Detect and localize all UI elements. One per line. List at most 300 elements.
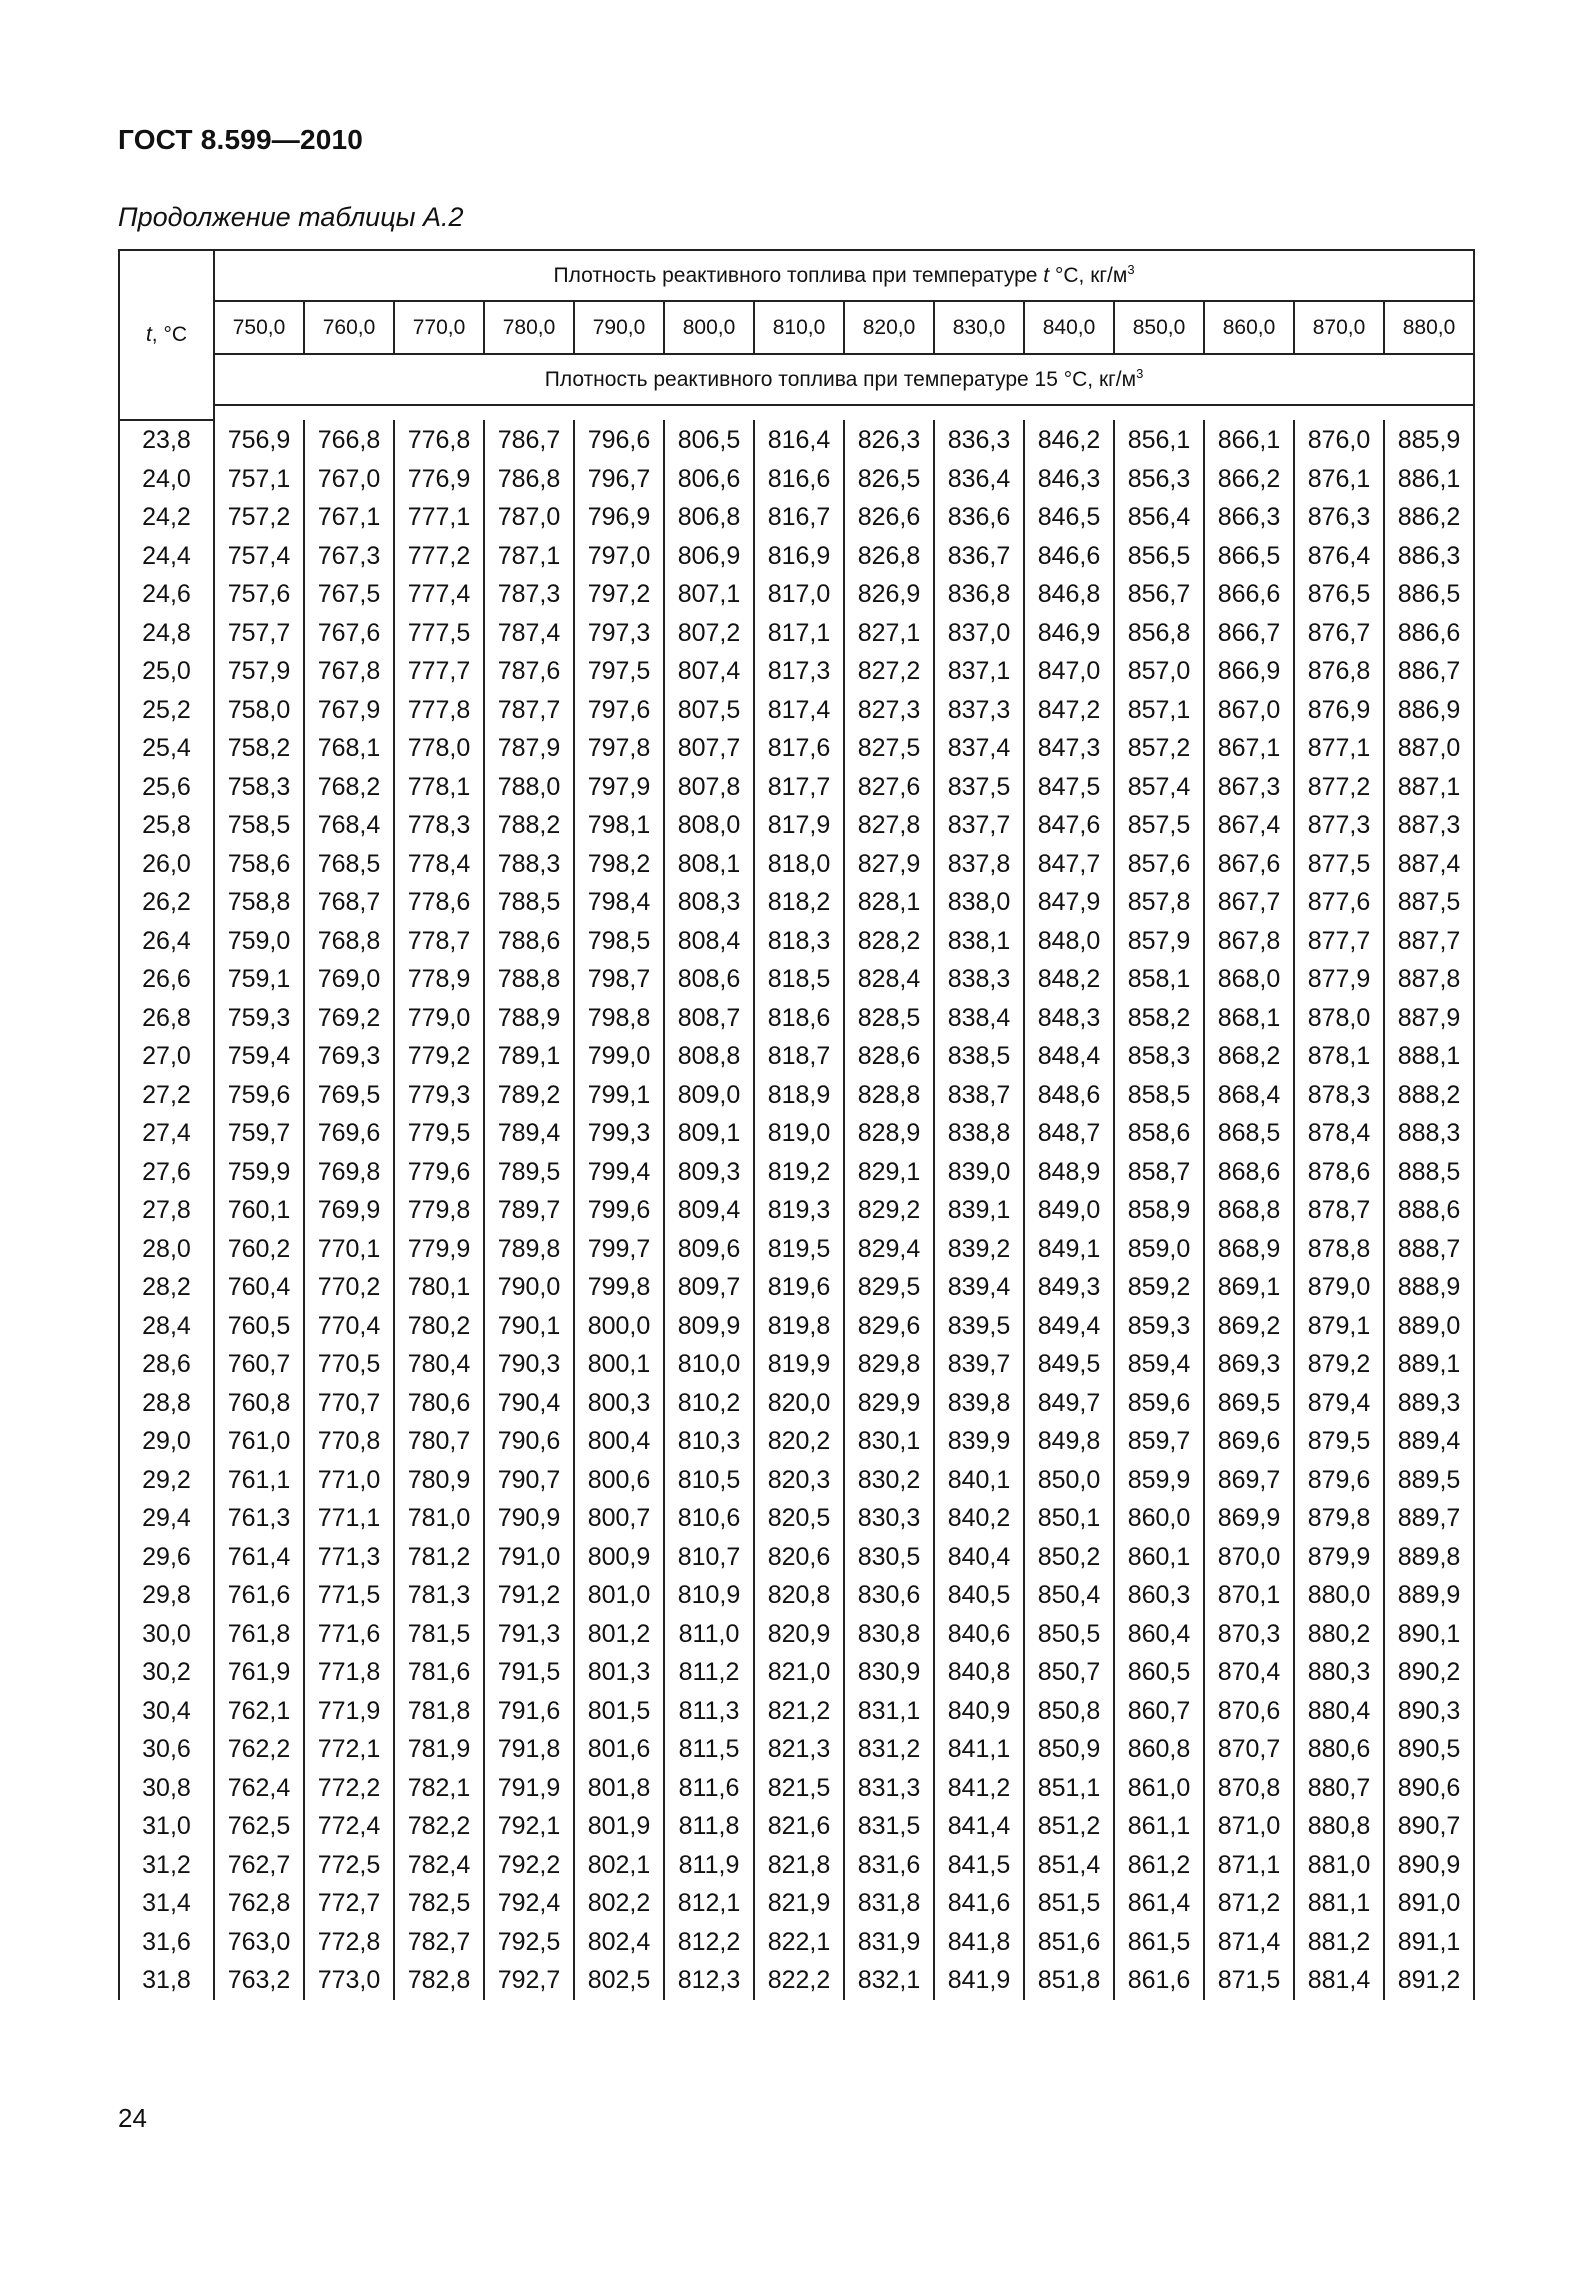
table-row [119, 498, 1474, 537]
density-cell: 761,8 [214, 1615, 304, 1654]
temperature-column-header: t, °С [119, 250, 214, 420]
density-cell: 827,1 [844, 614, 934, 653]
density-cell: 788,8 [484, 960, 574, 999]
density-cell: 821,6 [754, 1807, 844, 1846]
density-cell: 769,0 [304, 960, 394, 999]
density-cell: 879,9 [1294, 1538, 1384, 1577]
temperature-cell: 31,0 [119, 1807, 214, 1846]
density-cell: 890,7 [1384, 1807, 1474, 1846]
density-cell: 811,9 [664, 1846, 754, 1885]
density-cell: 876,8 [1294, 652, 1384, 691]
density-cell: 778,0 [394, 729, 484, 768]
density-cell: 797,6 [574, 691, 664, 730]
density-cell: 886,9 [1384, 691, 1474, 730]
density-cell: 810,2 [664, 1384, 754, 1423]
density-cell: 782,2 [394, 1807, 484, 1846]
density-cell: 811,2 [664, 1653, 754, 1692]
density-cell: 769,2 [304, 999, 394, 1038]
density-cell: 850,1 [1024, 1499, 1114, 1538]
density-cell: 800,9 [574, 1538, 664, 1577]
density-cell: 757,1 [214, 460, 304, 499]
density-header-cell: 810,0 [754, 301, 844, 354]
density-cell: 887,3 [1384, 806, 1474, 845]
density-cell: 890,2 [1384, 1653, 1474, 1692]
density-cell: 789,4 [484, 1114, 574, 1153]
density-cell: 820,5 [754, 1499, 844, 1538]
density-cell: 886,3 [1384, 537, 1474, 576]
density-cell: 890,1 [1384, 1615, 1474, 1654]
density-cell: 777,1 [394, 498, 484, 537]
density-cell: 826,8 [844, 537, 934, 576]
density-cell: 868,4 [1204, 1076, 1294, 1115]
density-cell: 880,8 [1294, 1807, 1384, 1846]
temperature-cell: 25,6 [119, 768, 214, 807]
density-header-cell: 830,0 [934, 301, 1024, 354]
density-cell: 767,3 [304, 537, 394, 576]
temperature-cell: 30,0 [119, 1615, 214, 1654]
density-cell: 800,0 [574, 1307, 664, 1346]
density-cell: 857,6 [1114, 845, 1204, 884]
density-header-cell: 790,0 [574, 301, 664, 354]
density-cell: 770,5 [304, 1345, 394, 1384]
density-cell: 847,3 [1024, 729, 1114, 768]
density-cell: 839,0 [934, 1153, 1024, 1192]
density-cell: 762,7 [214, 1846, 304, 1885]
temperature-cell: 31,6 [119, 1923, 214, 1962]
density-at-15-header: Плотность реактивного топлива при температуре 15 °С, $кг/м^3$ [214, 354, 1474, 405]
density-cell: 792,7 [484, 1961, 574, 2000]
density-cell: 828,1 [844, 883, 934, 922]
table-row [119, 1692, 1474, 1731]
density-cell: 761,3 [214, 1499, 304, 1538]
density-cell: 758,3 [214, 768, 304, 807]
density-cell: 880,6 [1294, 1730, 1384, 1769]
temperature-cell: 27,4 [119, 1114, 214, 1153]
density-cell: 812,3 [664, 1961, 754, 2000]
density-cell: 760,7 [214, 1345, 304, 1384]
density-cell: 841,6 [934, 1884, 1024, 1923]
density-cell: 860,1 [1114, 1538, 1204, 1577]
density-cell: 822,2 [754, 1961, 844, 2000]
density-cell: 788,5 [484, 883, 574, 922]
density-cell: 769,8 [304, 1153, 394, 1192]
density-cell: 771,8 [304, 1653, 394, 1692]
density-cell: 846,3 [1024, 460, 1114, 499]
table-row [119, 1114, 1474, 1153]
density-cell: 840,2 [934, 1499, 1024, 1538]
table-row [119, 960, 1474, 999]
density-cell: 780,9 [394, 1461, 484, 1500]
density-cell: 782,1 [394, 1769, 484, 1808]
density-cell: 850,7 [1024, 1653, 1114, 1692]
density-cell: 868,5 [1204, 1114, 1294, 1153]
density-cell: 780,1 [394, 1268, 484, 1307]
table-row [119, 922, 1474, 961]
table-row [119, 575, 1474, 614]
density-cell: 841,2 [934, 1769, 1024, 1808]
density-cell: 871,4 [1204, 1923, 1294, 1962]
density-cell: 820,8 [754, 1576, 844, 1615]
density-cell: 858,5 [1114, 1076, 1204, 1115]
density-cell: 822,1 [754, 1923, 844, 1962]
density-cell: 878,0 [1294, 999, 1384, 1038]
density-cell: 887,9 [1384, 999, 1474, 1038]
density-cell: 758,6 [214, 845, 304, 884]
density-cell: 831,9 [844, 1923, 934, 1962]
density-cell: 786,8 [484, 460, 574, 499]
density-cell: 879,0 [1294, 1268, 1384, 1307]
temperature-cell: 30,2 [119, 1653, 214, 1692]
density-cell: 790,4 [484, 1384, 574, 1423]
standard-header: ГОСТ 8.599—2010 [118, 124, 364, 155]
density-cell: 888,1 [1384, 1037, 1474, 1076]
density-cell: 868,8 [1204, 1191, 1294, 1230]
density-cell: 850,2 [1024, 1538, 1114, 1577]
density-cell: 870,1 [1204, 1576, 1294, 1615]
density-cell: 818,9 [754, 1076, 844, 1115]
density-cell: 832,1 [844, 1961, 934, 2000]
temperature-cell: 31,8 [119, 1961, 214, 2000]
density-cell: 869,2 [1204, 1307, 1294, 1346]
density-cell: 846,5 [1024, 498, 1114, 537]
density-cell: 776,8 [394, 420, 484, 460]
density-cell: 861,0 [1114, 1769, 1204, 1808]
density-cell: 879,4 [1294, 1384, 1384, 1423]
density-cell: 870,8 [1204, 1769, 1294, 1808]
density-cell: 779,6 [394, 1153, 484, 1192]
density-cell: 849,0 [1024, 1191, 1114, 1230]
density-cell: 798,1 [574, 806, 664, 845]
density-cell: 848,9 [1024, 1153, 1114, 1192]
density-cell: 821,9 [754, 1884, 844, 1923]
density-cell: 771,1 [304, 1499, 394, 1538]
density-cell: 857,4 [1114, 768, 1204, 807]
density-cell: 827,8 [844, 806, 934, 845]
density-cell: 856,3 [1114, 460, 1204, 499]
density-cell: 777,8 [394, 691, 484, 730]
density-cell: 797,0 [574, 537, 664, 576]
density-cell: 760,4 [214, 1268, 304, 1307]
density-cell: 878,7 [1294, 1191, 1384, 1230]
density-cell: 779,2 [394, 1037, 484, 1076]
density-cell: 880,3 [1294, 1653, 1384, 1692]
density-cell: 826,5 [844, 460, 934, 499]
density-cell: 808,3 [664, 883, 754, 922]
density-cell: 821,5 [754, 1769, 844, 1808]
density-cell: 760,2 [214, 1230, 304, 1269]
density-cell: 819,3 [754, 1191, 844, 1230]
density-cell: 758,8 [214, 883, 304, 922]
density-cell: 787,0 [484, 498, 574, 537]
density-cell: 847,0 [1024, 652, 1114, 691]
density-cell: 889,4 [1384, 1422, 1474, 1461]
density-cell: 810,9 [664, 1576, 754, 1615]
density-cell: 772,2 [304, 1769, 394, 1808]
density-cell: 877,6 [1294, 883, 1384, 922]
density-cell: 866,7 [1204, 614, 1294, 653]
density-cell: 881,0 [1294, 1846, 1384, 1885]
table-row [119, 1923, 1474, 1962]
density-cell: 861,5 [1114, 1923, 1204, 1962]
density-cell: 790,9 [484, 1499, 574, 1538]
density-cell: 800,4 [574, 1422, 664, 1461]
density-cell: 851,8 [1024, 1961, 1114, 2000]
density-cell: 876,3 [1294, 498, 1384, 537]
density-cell: 830,8 [844, 1615, 934, 1654]
density-cell: 770,2 [304, 1268, 394, 1307]
density-cell: 831,3 [844, 1769, 934, 1808]
density-cell: 867,3 [1204, 768, 1294, 807]
density-cell: 876,0 [1294, 420, 1384, 460]
density-cell: 788,0 [484, 768, 574, 807]
density-cell: 780,4 [394, 1345, 484, 1384]
density-cell: 797,2 [574, 575, 664, 614]
density-cell: 871,2 [1204, 1884, 1294, 1923]
density-cell: 871,1 [1204, 1846, 1294, 1885]
density-cell: 876,1 [1294, 460, 1384, 499]
density-cell: 787,7 [484, 691, 574, 730]
table-row [119, 1730, 1474, 1769]
density-cell: 801,9 [574, 1807, 664, 1846]
density-cell: 789,1 [484, 1037, 574, 1076]
table-row [119, 1807, 1474, 1846]
density-cell: 791,9 [484, 1769, 574, 1808]
density-cell: 829,5 [844, 1268, 934, 1307]
density-cell: 870,6 [1204, 1692, 1294, 1731]
density-cell: 799,4 [574, 1153, 664, 1192]
temperature-cell: 30,8 [119, 1769, 214, 1808]
density-cell: 787,4 [484, 614, 574, 653]
temperature-cell: 24,0 [119, 460, 214, 499]
density-cell: 810,5 [664, 1461, 754, 1500]
density-cell: 828,6 [844, 1037, 934, 1076]
density-cell: 891,0 [1384, 1884, 1474, 1923]
density-cell: 837,1 [934, 652, 1024, 691]
temperature-cell: 30,6 [119, 1730, 214, 1769]
density-header-cell: 860,0 [1204, 301, 1294, 354]
density-cell: 778,1 [394, 768, 484, 807]
density-cell: 847,9 [1024, 883, 1114, 922]
table-row [119, 1384, 1474, 1423]
table-row [119, 1499, 1474, 1538]
table-row [119, 420, 1474, 460]
density-cell: 778,4 [394, 845, 484, 884]
density-cell: 780,2 [394, 1307, 484, 1346]
density-header-cell: 770,0 [394, 301, 484, 354]
density-cell: 787,3 [484, 575, 574, 614]
density-cell: 758,0 [214, 691, 304, 730]
table-row [119, 1268, 1474, 1307]
density-cell: 756,9 [214, 420, 304, 460]
density-cell: 880,7 [1294, 1769, 1384, 1808]
density-cell: 861,1 [1114, 1807, 1204, 1846]
density-cell: 763,2 [214, 1961, 304, 2000]
density-cell: 831,2 [844, 1730, 934, 1769]
density-cell: 860,3 [1114, 1576, 1204, 1615]
table-row [119, 1230, 1474, 1269]
density-cell: 860,0 [1114, 1499, 1204, 1538]
density-cell: 818,2 [754, 883, 844, 922]
density-cell: 811,6 [664, 1769, 754, 1808]
density-cell: 767,9 [304, 691, 394, 730]
density-cell: 798,8 [574, 999, 664, 1038]
density-cell: 816,4 [754, 420, 844, 460]
density-cell: 777,2 [394, 537, 484, 576]
density-cell: 820,2 [754, 1422, 844, 1461]
density-cell: 850,0 [1024, 1461, 1114, 1500]
density-cell: 768,4 [304, 806, 394, 845]
density-cell: 848,2 [1024, 960, 1114, 999]
temperature-cell: 27,2 [119, 1076, 214, 1115]
density-cell: 888,9 [1384, 1268, 1474, 1307]
density-cell: 838,5 [934, 1037, 1024, 1076]
temperature-cell: 29,2 [119, 1461, 214, 1500]
density-cell: 780,7 [394, 1422, 484, 1461]
density-cell: 817,7 [754, 768, 844, 807]
density-cell: 857,8 [1114, 883, 1204, 922]
density-cell: 770,7 [304, 1384, 394, 1423]
density-cell: 869,6 [1204, 1422, 1294, 1461]
density-cell: 831,8 [844, 1884, 934, 1923]
density-cell: 810,0 [664, 1345, 754, 1384]
density-cell: 772,1 [304, 1730, 394, 1769]
density-cell: 859,2 [1114, 1268, 1204, 1307]
density-cell: 821,2 [754, 1692, 844, 1731]
density-cell: 889,5 [1384, 1461, 1474, 1500]
density-header-cell: 800,0 [664, 301, 754, 354]
density-cell: 807,1 [664, 575, 754, 614]
density-cell: 826,9 [844, 575, 934, 614]
table-row [119, 1076, 1474, 1115]
table-row [119, 999, 1474, 1038]
table-row [119, 1769, 1474, 1808]
density-cell: 877,7 [1294, 922, 1384, 961]
density-cell: 760,1 [214, 1191, 304, 1230]
density-cell: 836,6 [934, 498, 1024, 537]
density-cell: 761,0 [214, 1422, 304, 1461]
density-cell: 870,0 [1204, 1538, 1294, 1577]
density-cell: 810,3 [664, 1422, 754, 1461]
density-cell: 792,2 [484, 1846, 574, 1885]
temperature-cell: 27,6 [119, 1153, 214, 1192]
density-cell: 770,8 [304, 1422, 394, 1461]
density-cell: 851,4 [1024, 1846, 1114, 1885]
temperature-cell: 27,8 [119, 1191, 214, 1230]
density-cell: 877,2 [1294, 768, 1384, 807]
density-cell: 830,6 [844, 1576, 934, 1615]
density-cell: 841,5 [934, 1846, 1024, 1885]
density-cell: 817,4 [754, 691, 844, 730]
density-cell: 881,2 [1294, 1923, 1384, 1962]
density-cell: 762,8 [214, 1884, 304, 1923]
density-cell: 889,7 [1384, 1499, 1474, 1538]
density-cell: 817,1 [754, 614, 844, 653]
density-cell: 790,7 [484, 1461, 574, 1500]
density-cell: 820,0 [754, 1384, 844, 1423]
density-cell: 801,2 [574, 1615, 664, 1654]
density-cell: 848,4 [1024, 1037, 1114, 1076]
density-cell: 818,6 [754, 999, 844, 1038]
density-cell: 760,8 [214, 1384, 304, 1423]
density-cell: 782,7 [394, 1923, 484, 1962]
density-cell: 779,0 [394, 999, 484, 1038]
density-cell: 840,4 [934, 1538, 1024, 1577]
density-cell: 887,1 [1384, 768, 1474, 807]
density-header-cell: 820,0 [844, 301, 934, 354]
density-cell: 840,1 [934, 1461, 1024, 1500]
density-cell: 838,3 [934, 960, 1024, 999]
density-cell: 891,1 [1384, 1923, 1474, 1962]
density-cell: 830,2 [844, 1461, 934, 1500]
density-cell: 781,2 [394, 1538, 484, 1577]
density-cell: 879,5 [1294, 1422, 1384, 1461]
table-row [119, 845, 1474, 884]
density-cell: 781,8 [394, 1692, 484, 1731]
density-cell: 759,9 [214, 1153, 304, 1192]
density-cell: 881,1 [1294, 1884, 1384, 1923]
page-number: 24 [118, 2103, 147, 2133]
density-cell: 787,1 [484, 537, 574, 576]
density-cell: 869,1 [1204, 1268, 1294, 1307]
density-header-cell: 760,0 [304, 301, 394, 354]
density-cell: 836,8 [934, 575, 1024, 614]
density-header-cell: 880,0 [1384, 301, 1474, 354]
density-cell: 790,1 [484, 1307, 574, 1346]
density-cell: 870,4 [1204, 1653, 1294, 1692]
temperature-cell: 24,4 [119, 537, 214, 576]
density-cell: 799,7 [574, 1230, 664, 1269]
density-cell: 761,1 [214, 1461, 304, 1500]
density-cell: 768,7 [304, 883, 394, 922]
density-cell: 876,5 [1294, 575, 1384, 614]
density-cell: 819,5 [754, 1230, 844, 1269]
density-cell: 891,2 [1384, 1961, 1474, 2000]
table-body [119, 420, 1474, 2000]
density-cell: 846,8 [1024, 575, 1114, 614]
density-cell: 768,2 [304, 768, 394, 807]
density-cell: 761,4 [214, 1538, 304, 1577]
density-cell: 761,9 [214, 1653, 304, 1692]
density-cell: 876,7 [1294, 614, 1384, 653]
density-cell: 861,6 [1114, 1961, 1204, 2000]
density-cell: 777,4 [394, 575, 484, 614]
table-row [119, 1538, 1474, 1577]
temperature-cell: 25,2 [119, 691, 214, 730]
density-cell: 827,2 [844, 652, 934, 691]
density-cell: 827,3 [844, 691, 934, 730]
density-cell: 816,7 [754, 498, 844, 537]
density-cell: 796,6 [574, 420, 664, 460]
temperature-cell: 25,8 [119, 806, 214, 845]
density-cell: 791,2 [484, 1576, 574, 1615]
density-header-cell: 870,0 [1294, 301, 1384, 354]
density-cell: 827,5 [844, 729, 934, 768]
temperature-cell: 30,4 [119, 1692, 214, 1731]
density-cell: 769,3 [304, 1037, 394, 1076]
density-cell: 787,9 [484, 729, 574, 768]
density-cell: 817,6 [754, 729, 844, 768]
density-cell: 848,3 [1024, 999, 1114, 1038]
density-cell: 858,2 [1114, 999, 1204, 1038]
density-cell: 811,3 [664, 1692, 754, 1731]
density-cell: 856,1 [1114, 420, 1204, 460]
density-cell: 777,7 [394, 652, 484, 691]
density-cell: 778,3 [394, 806, 484, 845]
table-row [119, 768, 1474, 807]
table-row [119, 614, 1474, 653]
density-cell: 857,5 [1114, 806, 1204, 845]
density-cell: 810,7 [664, 1538, 754, 1577]
